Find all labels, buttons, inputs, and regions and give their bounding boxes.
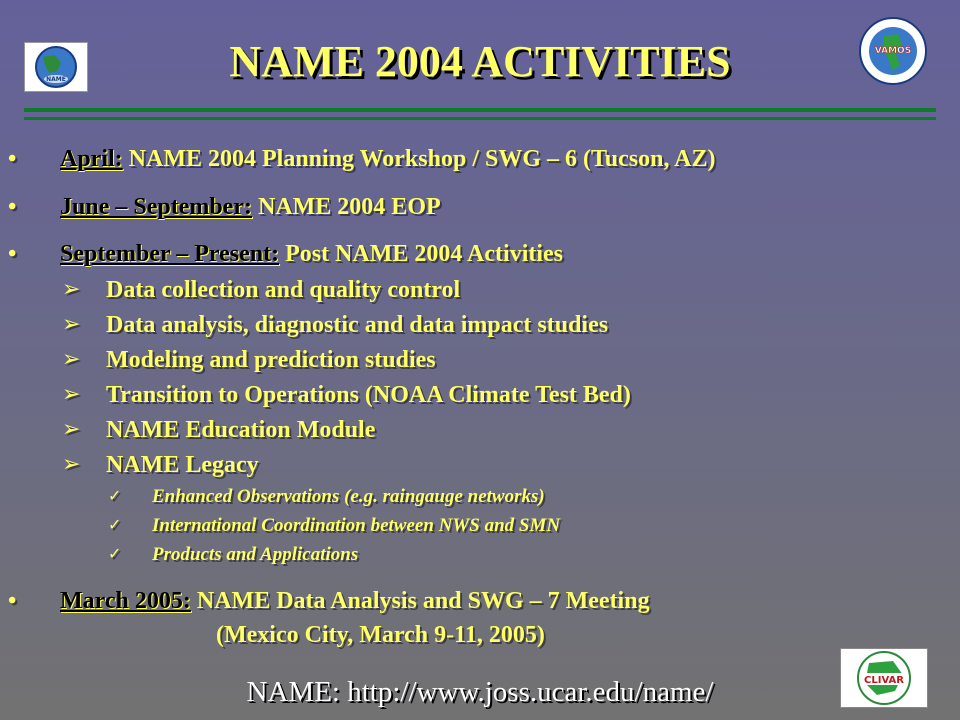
arrow-bullet-icon: ➢ xyxy=(62,312,81,337)
bullet-lead: March 2005: xyxy=(60,588,191,614)
bullet-text: NAME 2004 Planning Workshop / SWG – 6 (Tucson, AZ) xyxy=(122,146,716,172)
sub-item-text: NAME Legacy xyxy=(106,452,259,478)
bullet-dot: • xyxy=(8,588,17,614)
svg-text:NAME: NAME xyxy=(46,76,66,83)
bullet-dot: • xyxy=(8,146,17,172)
arrow-bullet-icon: ➢ xyxy=(62,347,81,372)
sub-item-text: Data collection and quality control xyxy=(106,277,461,303)
svg-text:CLIVAR: CLIVAR xyxy=(864,675,904,686)
title-divider-top xyxy=(24,108,936,112)
bullet-lead: September – Present: xyxy=(60,241,280,267)
bullet-dot: • xyxy=(8,194,17,220)
bullet-text: Post NAME 2004 Activities xyxy=(279,241,564,267)
arrow-bullet-icon: ➢ xyxy=(62,452,81,477)
footer-url: NAME: http://www.joss.ucar.edu/name/ xyxy=(246,676,714,708)
slide-title: NAME 2004 ACTIVITIES xyxy=(229,37,731,86)
legacy-item-text: International Coordination between NWS and SMN xyxy=(152,515,561,536)
bullet-dot: • xyxy=(8,241,17,267)
bullet-lead: April: xyxy=(60,146,123,172)
bullet-lead: June – September: xyxy=(60,194,252,220)
svg-text:VAMOS: VAMOS xyxy=(874,46,912,56)
checkmark-icon: ✓ xyxy=(108,515,122,534)
checkmark-icon: ✓ xyxy=(108,486,122,505)
bullet-text: NAME Data Analysis and SWG – 7 Meeting xyxy=(190,588,650,614)
arrow-bullet-icon: ➢ xyxy=(62,417,81,442)
legacy-item-text: Products and Applications xyxy=(152,544,359,565)
checkmark-icon: ✓ xyxy=(108,544,122,563)
sub-item-text: Modeling and prediction studies xyxy=(106,347,436,373)
bullet-text: NAME 2004 EOP xyxy=(251,194,441,220)
arrow-bullet-icon: ➢ xyxy=(62,277,81,302)
title-divider-bottom xyxy=(24,117,936,120)
sub-item-text: Transition to Operations (NOAA Climate Test Bed) xyxy=(106,382,631,408)
bullet-text: (Mexico City, March 9-11, 2005) xyxy=(216,622,545,648)
arrow-bullet-icon: ➢ xyxy=(62,382,81,407)
legacy-item-text: Enhanced Observations (e.g. raingauge networks) xyxy=(152,486,545,507)
sub-item-text: NAME Education Module xyxy=(106,417,376,443)
sub-item-text: Data analysis, diagnostic and data impact studies xyxy=(106,312,609,338)
